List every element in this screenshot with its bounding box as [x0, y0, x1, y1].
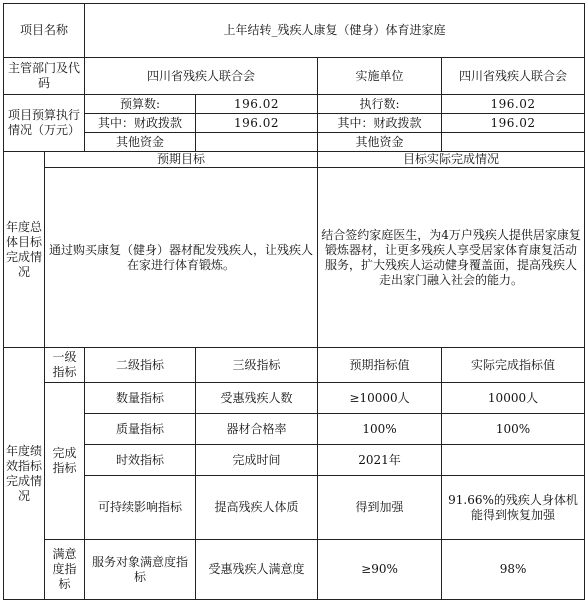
indicator-row	[4, 445, 585, 476]
indicator-actual: 100%	[442, 414, 585, 445]
other-funds-executed-label: 其他资金	[318, 133, 442, 152]
satisfaction-expected: ≥90%	[318, 540, 442, 600]
other-funds-budget-value	[196, 133, 318, 152]
indicator-level3: 提高残疾人体质	[196, 476, 318, 540]
other-funds-row	[4, 133, 585, 152]
satisfaction-actual: 98%	[442, 540, 585, 600]
indicator-level2: 数量指标	[85, 383, 196, 414]
project-row	[4, 4, 585, 58]
satisfaction-level1: 满意度指标	[45, 540, 85, 600]
satisfaction-row	[4, 540, 585, 600]
fiscal-row	[4, 114, 585, 133]
performance-indicators-label: 年度绩效指标完成情况	[4, 348, 45, 600]
goal-content-row	[4, 168, 585, 348]
department-value: 四川省残疾人联合会	[85, 58, 318, 95]
budget-section-label: 项目预算执行情况（万元）	[4, 95, 85, 152]
indicator-actual: 10000人	[442, 383, 585, 414]
indicator-expected: 2021年	[318, 445, 442, 476]
actual-value-header: 实际完成指标值	[442, 348, 585, 383]
indicator-level2: 质量指标	[85, 414, 196, 445]
indicator-expected: 100%	[318, 414, 442, 445]
annual-goal-label: 年度总体目标完成情况	[4, 152, 45, 348]
fiscal-executed-value: 196.02	[442, 114, 585, 133]
executed-amount-label: 执行数:	[318, 95, 442, 114]
satisfaction-level2: 服务对象满意度指标	[85, 540, 196, 600]
indicator-header-row	[4, 348, 585, 383]
indicator-level2: 时效指标	[85, 445, 196, 476]
level3-header: 三级指标	[196, 348, 318, 383]
budget-row	[4, 95, 585, 114]
indicator-expected: ≥10000人	[318, 383, 442, 414]
fiscal-budget-value: 196.02	[196, 114, 318, 133]
project-name-label: 项目名称	[4, 4, 85, 58]
department-label: 主管部门及代码	[4, 58, 85, 95]
satisfaction-level3: 受惠残疾人满意度	[196, 540, 318, 600]
completion-indicator-label: 完成指标	[45, 383, 85, 540]
indicator-row	[4, 414, 585, 445]
goal-header-row	[4, 152, 585, 168]
department-row	[4, 58, 585, 95]
expected-value-header: 预期指标值	[318, 348, 442, 383]
indicator-row	[4, 476, 585, 540]
expected-goal-header: 预期目标	[45, 152, 318, 168]
indicator-expected: 得到加强	[318, 476, 442, 540]
performance-table	[3, 3, 585, 600]
actual-goal-header: 目标实际完成情况	[318, 152, 585, 168]
indicator-actual: 91.66%的残疾人身体机能得到恢复加强	[442, 476, 585, 540]
indicator-level2: 可持续影响指标	[85, 476, 196, 540]
executed-amount-value: 196.02	[442, 95, 585, 114]
level2-header: 二级指标	[85, 348, 196, 383]
budget-amount-label: 预算数:	[85, 95, 196, 114]
indicator-level3: 器材合格率	[196, 414, 318, 445]
other-funds-budget-label: 其他资金	[85, 133, 196, 152]
indicator-row	[4, 383, 585, 414]
indicator-actual	[442, 445, 585, 476]
indicator-level3: 受惠残疾人数	[196, 383, 318, 414]
implementing-unit-label: 实施单位	[318, 58, 442, 95]
implementing-unit-value: 四川省残疾人联合会	[442, 58, 585, 95]
actual-goal-text: 结合签约家庭医生，为4万户残疾人提供居家康复锻炼器材，让更多残疾人享受居家体育康复活动服务，扩大残疾人运动健身覆盖面，提高残疾人走出家门融入社会的能力。	[318, 168, 585, 348]
project-name-value: 上年结转_残疾人康复（健身）体育进家庭	[85, 4, 585, 58]
budget-amount-value: 196.02	[196, 95, 318, 114]
fiscal-budget-label: 其中：财政拨款	[85, 114, 196, 133]
indicator-level3: 完成时间	[196, 445, 318, 476]
fiscal-executed-label: 其中：财政拨款	[318, 114, 442, 133]
other-funds-executed-value	[442, 133, 585, 152]
expected-goal-text: 通过购买康复（健身）器材配发残疾人，让残疾人在家进行体育锻炼。	[45, 168, 318, 348]
level1-header: 一级指标	[45, 348, 85, 383]
